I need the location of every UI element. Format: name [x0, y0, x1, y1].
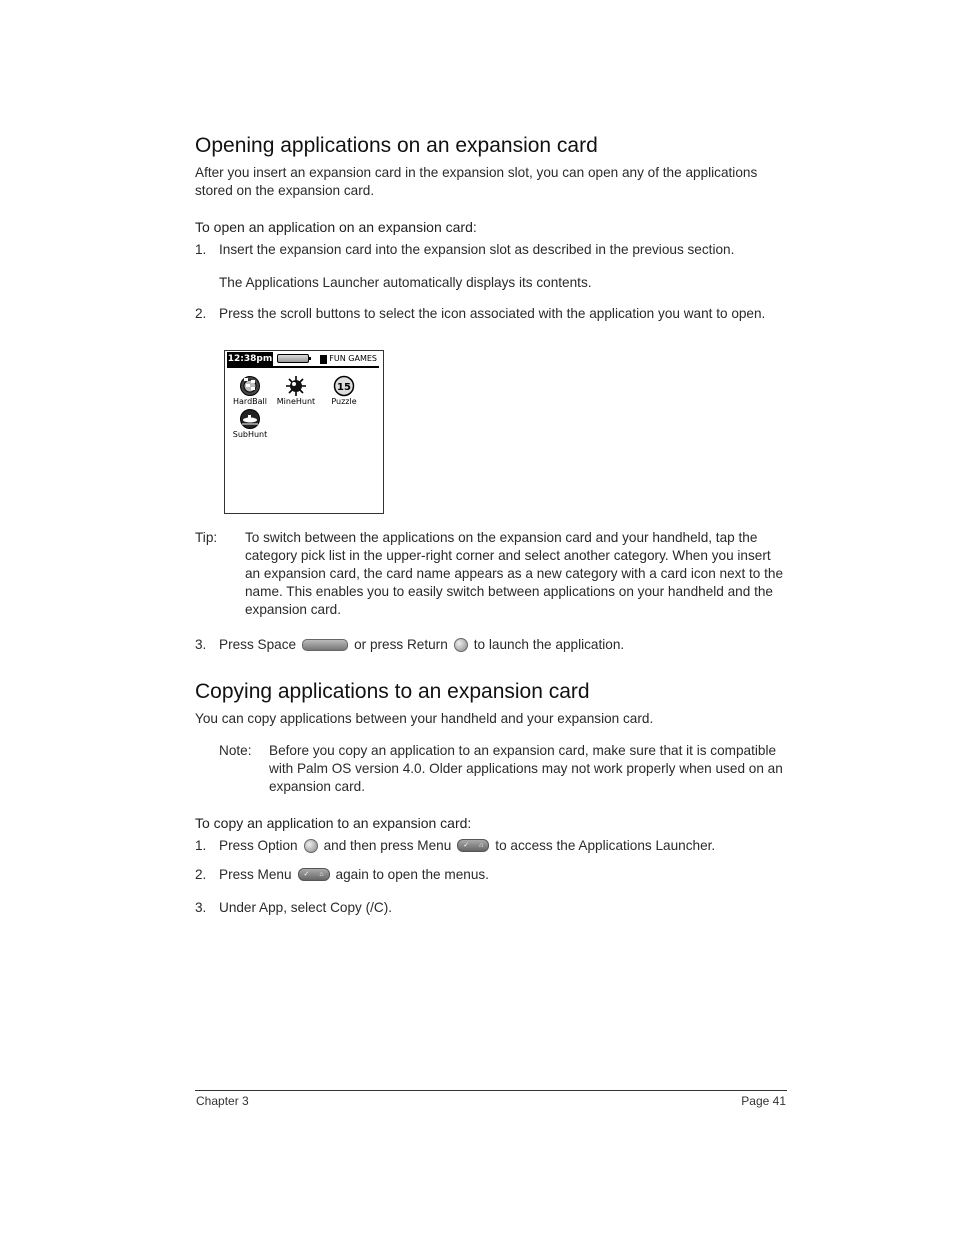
- step-number: 3.: [195, 637, 207, 652]
- app-hardball[interactable]: [227, 375, 273, 406]
- space-button-icon: [302, 639, 348, 651]
- tip-label: Tip:: [195, 530, 218, 545]
- menu-button-icon: ✓ ⌂: [457, 839, 489, 852]
- step-number: 1.: [195, 242, 207, 257]
- procedure-title-copy: To copy an application to an expansion card:: [195, 815, 472, 831]
- step-text: Press Option: [219, 838, 298, 853]
- tip-line: name. This enables you to easily switch between applications on your handheld and the: [245, 584, 773, 599]
- step-text: and then press Menu: [323, 838, 452, 853]
- tip-line: expansion card.: [245, 602, 341, 617]
- step-number: 2.: [195, 306, 207, 321]
- clock-tab[interactable]: 12:38pm: [227, 354, 273, 364]
- footer-page-number: Page 41: [741, 1094, 786, 1108]
- app-subhunt[interactable]: [227, 408, 273, 439]
- step-text: or press Return: [354, 637, 448, 652]
- option-button-icon: [304, 839, 318, 853]
- footer-chapter: Chapter 3: [196, 1094, 249, 1108]
- return-button-icon: [454, 638, 468, 652]
- menu-button-icon: ✓ ⌂: [298, 868, 330, 881]
- handheld-launcher-screen: [224, 350, 384, 514]
- app-label: MineHunt: [276, 397, 316, 406]
- copy-step-1: [195, 838, 715, 853]
- battery-icon: [277, 354, 309, 363]
- hardball-icon: [239, 375, 261, 397]
- subhunt-icon: [239, 408, 261, 430]
- app-label: Puzzle: [331, 397, 357, 406]
- note-line: expansion card.: [269, 779, 365, 794]
- step-3: [195, 637, 624, 652]
- launcher-title-bar: [227, 352, 379, 368]
- step-number: 1.: [195, 838, 207, 853]
- step-2: [195, 306, 765, 321]
- tip-line: category pick list in the upper-right corner and select another category. When you insert: [245, 548, 771, 563]
- minehunt-icon: [285, 375, 307, 397]
- category-label: FUN GAMES: [329, 354, 377, 363]
- tip-line: an expansion card, the card name appears as a new category with a card icon next to the: [245, 566, 784, 581]
- step-text: Press Space: [219, 637, 297, 652]
- tip-body: [245, 529, 783, 619]
- footer-divider: [195, 1090, 787, 1091]
- step-number: 3.: [195, 900, 207, 915]
- intro-paragraph-line: stored on the expansion card.: [195, 183, 375, 198]
- note-line: with Palm OS version 4.0. Older applications may not work properly when used on an: [269, 761, 783, 776]
- step-text: Press Menu: [219, 867, 292, 882]
- step-text: to launch the application.: [473, 637, 625, 652]
- copy-step-2: [195, 867, 489, 882]
- section-heading-copying: Copying applications to an expansion card: [195, 680, 590, 703]
- step-1-note: The Applications Launcher automatically displays its contents.: [219, 275, 592, 290]
- puzzle-icon: [333, 375, 355, 397]
- step-text: Press the scroll buttons to select the icon associated with the application you want to open.: [219, 306, 766, 321]
- note-label: Note:: [219, 743, 252, 758]
- app-label: SubHunt: [232, 430, 268, 439]
- app-minehunt[interactable]: [273, 375, 319, 406]
- step-text: again to open the menus.: [335, 867, 489, 882]
- step-text: to access the Applications Launcher.: [495, 838, 716, 853]
- step-number: 2.: [195, 867, 207, 882]
- puzzle-badge: 15: [337, 382, 351, 393]
- step-text: Insert the expansion card into the expansion slot as described in the previous section.: [219, 242, 735, 257]
- note-line: Before you copy an application to an expansion card, make sure that it is compatible: [269, 743, 777, 758]
- tip-line: To switch between the applications on the expansion card and your handheld, tap the: [245, 530, 758, 545]
- note-body: [269, 742, 783, 796]
- procedure-title-open: To open an application on an expansion card:: [195, 219, 477, 235]
- category-pick-list[interactable]: [320, 352, 377, 366]
- app-puzzle[interactable]: [321, 375, 367, 406]
- step-text: Under App, select Copy (/C).: [219, 900, 393, 915]
- app-label: HardBall: [233, 397, 267, 406]
- step-1: [195, 242, 734, 257]
- copy-step-3: [195, 900, 392, 915]
- card-icon: [320, 355, 327, 364]
- section-2-intro: You can copy applications between your handheld and your expansion card.: [195, 711, 654, 726]
- intro-paragraph-line: After you insert an expansion card in the expansion slot, you can open any of the applications: [195, 165, 758, 180]
- section-heading-opening: Opening applications on an expansion card: [195, 134, 598, 157]
